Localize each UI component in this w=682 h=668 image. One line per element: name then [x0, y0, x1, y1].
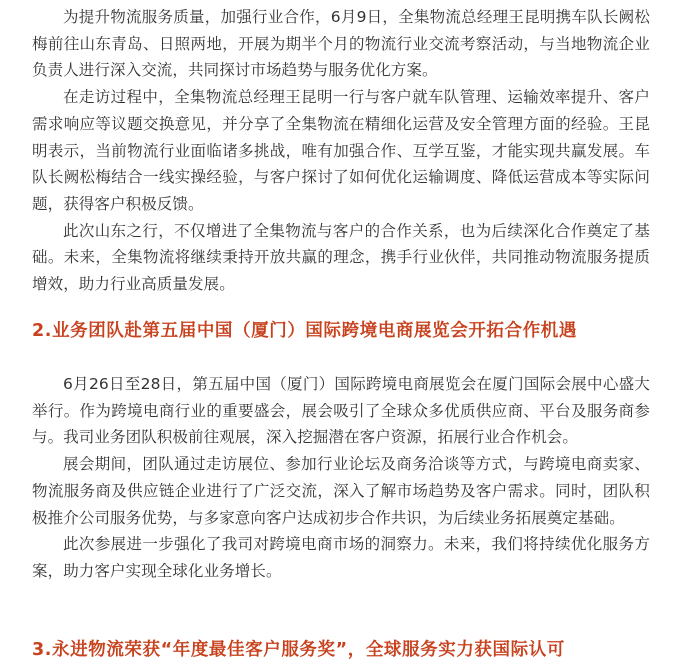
- paragraph: 在走访过程中，全集物流总经理王昆明一行与客户就车队管理、运输效率提升、客户需求响应等议题交换意见，并分享了全集物流在精细化运营及安全管理方面的经验。王昆明表示，当前物流行业面临诸多挑战，唯有加强合作、互学互鉴，才能实现共赢发展。车队长阙松梅结合一线实操经验，与客户探讨了如何优化运输调度、降低运营成本等实际问题，获得客户积极反馈。: [32, 88, 650, 213]
- section-xiamen-expo: [0, 371, 682, 585]
- paragraph: 6月26日至28日，第五届中国（厦门）国际跨境电商展览会在厦门国际会展中心盛大举行。作为跨境电商行业的重要盛会，展会吸引了全球众多优质供应商、平台及服务商参与。我司业务团队积极前往观展，深入挖掘潜在客户资源，拓展行业合作机会。: [32, 375, 650, 447]
- paragraph: 此次参展进一步强化了我司对跨境电商市场的洞察力。未来，我们将持续优化服务方案，助力客户实现全球化业务增长。: [32, 535, 650, 580]
- section-heading: 3.永进物流荣获“年度最佳客户服务奖”，全球服务实力获国际认可: [32, 640, 565, 660]
- paragraph: 展会期间，团队通过走访展位、参加行业论坛及商务洽谈等方式，与跨境电商卖家、物流服务商及供应链企业进行了广泛交流，深入了解市场趋势及客户需求。同时，团队积极推介公司服务优势，与多家意向客户达成初步合作共识，为后续业务拓展奠定基础。: [32, 455, 650, 527]
- section-shandong-visit: [0, 4, 682, 298]
- paragraph: 为提升物流服务质量，加强行业合作，6月9日，全集物流总经理王昆明携车队长阙松梅前往山东青岛、日照两地，开展为期半个月的物流行业交流考察活动，与当地物流企业负责人进行深入交流，共同探讨市场趋势与服务优化方案。: [32, 8, 650, 80]
- paragraph: 此次山东之行，不仅增进了全集物流与客户的合作关系，也为后续深化合作奠定了基础。未来，全集物流将继续秉持开放共赢的理念，携手行业伙伴，共同推动物流服务提质增效，助力行业高质量发展。: [32, 221, 650, 294]
- section-heading: 2.业务团队赴第五届中国（厦门）国际跨境电商展览会开拓合作机遇: [32, 321, 577, 341]
